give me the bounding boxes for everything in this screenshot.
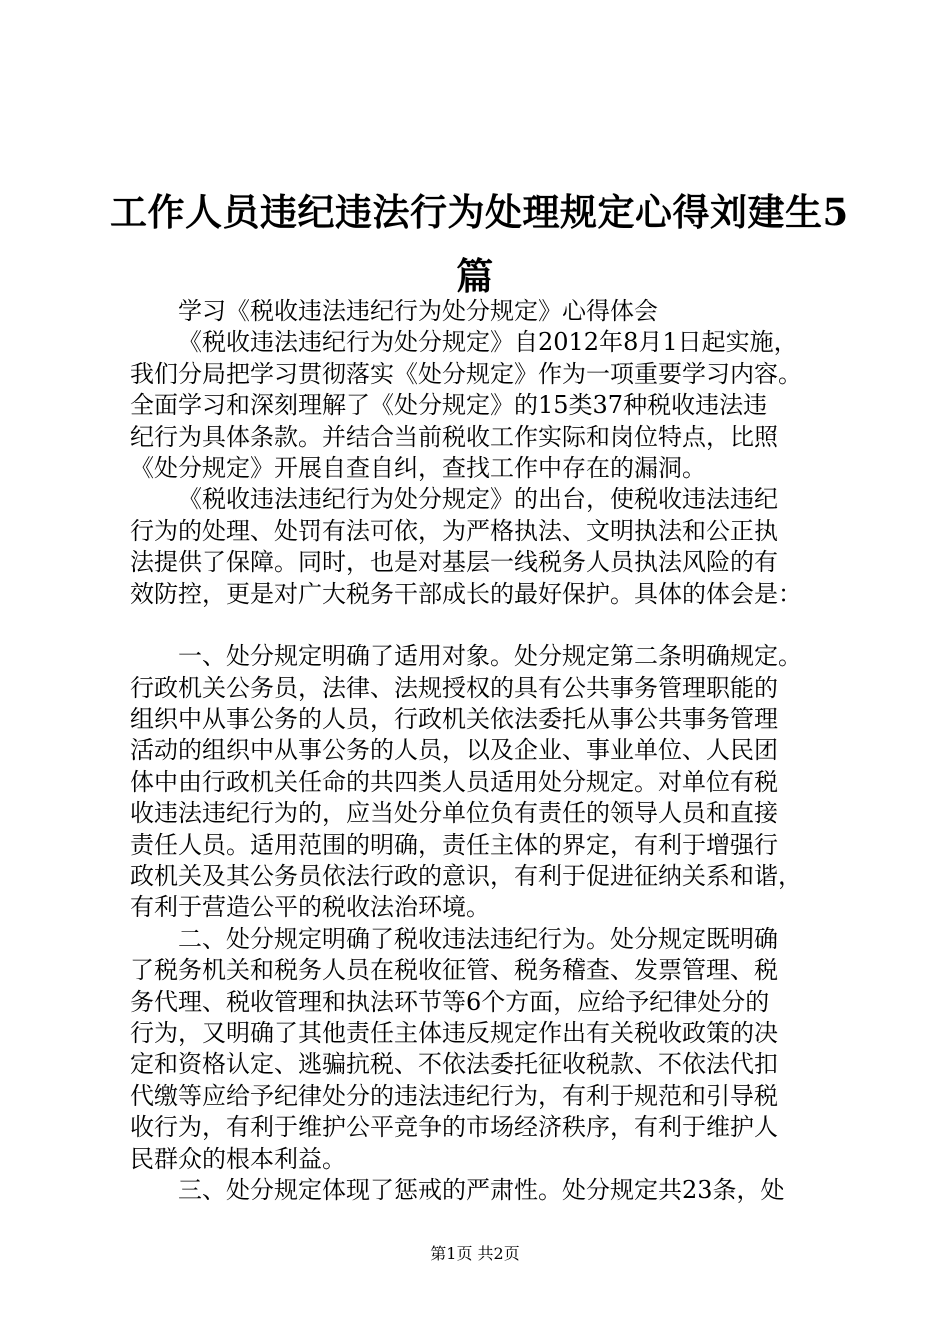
text-line: 务代理、税收管理和执法环节等6个方面，应给予纪律处分的 xyxy=(130,987,770,1016)
text-line: 民群众的根本利益。 xyxy=(130,1144,346,1173)
text-line: 我们分局把学习贯彻落实《处分规定》作为一项重要学习内容。 xyxy=(130,359,802,388)
text-line: 收违法违纪行为的，应当处分单位负有责任的领导人员和直接 xyxy=(130,799,778,828)
title-line-2: 篇 xyxy=(456,254,494,298)
title-line-1: 工作人员违纪违法行为处理规定心得刘建生5 xyxy=(110,190,849,234)
text-line: 学习《税收违法违纪行为处分规定》心得体会 xyxy=(178,297,658,325)
text-line: 二、处分规定明确了税收违法违纪行为。处分规定既明确 xyxy=(178,924,778,953)
text-line: 纪行为具体条款。并结合当前税收工作实际和岗位特点，比照 xyxy=(130,422,778,451)
text-line: 全面学习和深刻理解了《处分规定》的15类37种税收违法违 xyxy=(130,391,768,420)
page-footer: 第1页 共2页 xyxy=(430,1244,520,1263)
text-line: 活动的组织中从事公务的人员，以及企业、事业单位、人民团 xyxy=(130,736,778,765)
text-line: 一、处分规定明确了适用对象。处分规定第二条明确规定。 xyxy=(178,642,802,671)
text-line: 政机关及其公务员依法行政的意识，有利于促进征纳关系和谐， xyxy=(130,862,802,891)
text-line: 法提供了保障。同时，也是对基层一线税务人员执法风险的有 xyxy=(130,548,778,577)
text-line: 行政机关公务员，法律、法规授权的具有公共事务管理职能的 xyxy=(130,673,778,702)
body-text xyxy=(130,296,836,1206)
text-line: 效防控，更是对广大税务干部成长的最好保护。具体的体会是： xyxy=(130,579,802,608)
text-line: 行为的处理、处罚有法可依，为严格执法、文明执法和公正执 xyxy=(130,516,778,545)
page-title xyxy=(110,180,849,308)
blank-line xyxy=(130,610,836,641)
text-line: 《税收违法违纪行为处分规定》自2012年8月1日起实施， xyxy=(178,328,798,357)
text-line: 有利于营造公平的税收法治环境。 xyxy=(130,893,490,922)
text-line: 体中由行政机关任命的共四类人员适用处分规定。对单位有税 xyxy=(130,767,778,796)
text-line: 代缴等应给予纪律处分的违法违纪行为，有利于规范和引导税 xyxy=(130,1081,778,1110)
text-line: 收行为，有利于维护公平竞争的市场经济秩序，有利于维护人 xyxy=(130,1113,778,1142)
text-line: 责任人员。适用范围的明确，责任主体的界定，有利于增强行 xyxy=(130,830,778,859)
text-line: 《税收违法违纪行为处分规定》的出台，使税收违法违纪 xyxy=(178,485,778,514)
text-line: 三、处分规定体现了惩戒的严肃性。处分规定共23条，处 xyxy=(178,1175,785,1204)
text-line: 组织中从事公务的人员，行政机关依法委托从事公共事务管理 xyxy=(130,705,778,734)
text-line: 了税务机关和税务人员在税收征管、税务稽查、发票管理、税 xyxy=(130,956,778,985)
text-line: 行为，又明确了其他责任主体违反规定作出有关税收政策的决 xyxy=(130,1018,778,1047)
text-line: 《处分规定》开展自查自纠，查找工作中存在的漏洞。 xyxy=(130,453,706,482)
text-line: 定和资格认定、逃骗抗税、不依法委托征收税款、不依法代扣 xyxy=(130,1050,778,1079)
